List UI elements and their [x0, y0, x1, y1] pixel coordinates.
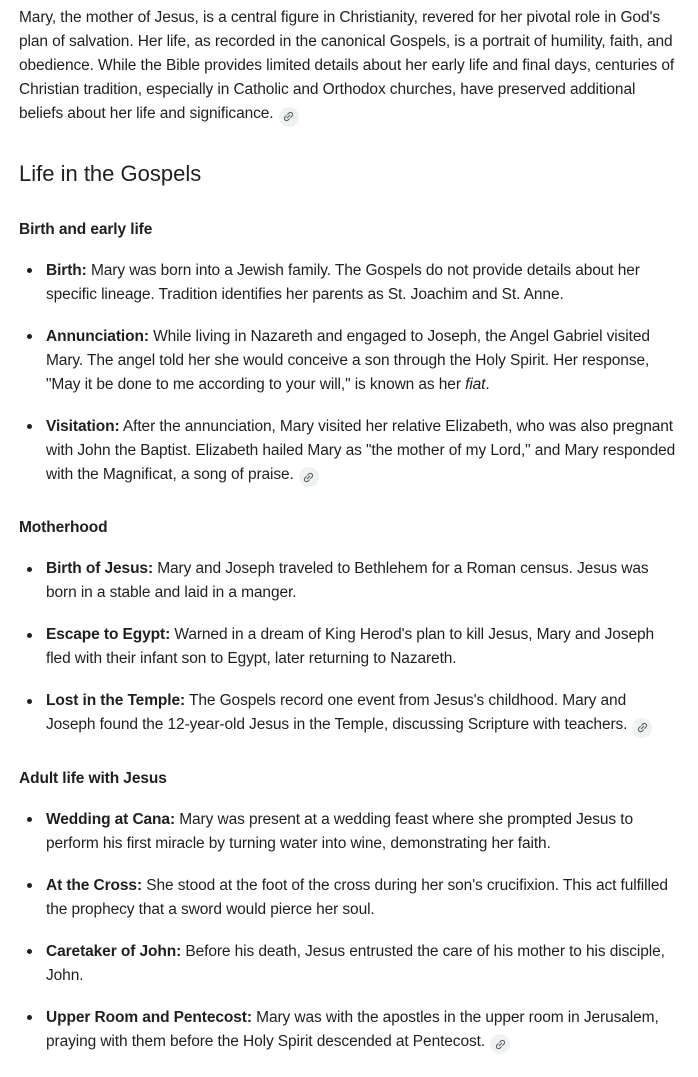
link-icon: [494, 1038, 507, 1051]
item-text: She stood at the foot of the cross during her son's crucifixion. This act fulfilled the prophecy that a sword would pierce her soul.: [46, 876, 668, 918]
item-label: Wedding at Cana:: [46, 810, 176, 828]
intro-paragraph: [19, 6, 679, 127]
citation-link-button[interactable]: [632, 718, 652, 738]
item-italic-term: fiat: [465, 375, 486, 393]
item-text: The Gospels record one event from Jesus's childhood. Mary and Joseph found the 12-year-old Jesus in the Temple, discussing Scripture with teachers.: [46, 692, 628, 733]
item-text: While living in Nazareth and engaged to Joseph, the Angel Gabriel visited Mary. The angel told her she would conceive a son through the Holy Spirit. Her response, "May it be done to me according to your will," is known as her: [46, 327, 650, 393]
list-item: [19, 689, 679, 738]
item-text: Mary was present at a wedding feast where she prompted Jesus to perform his first miracle by turning water into wine, demonstrating her faith.: [46, 810, 633, 852]
list-item: [19, 259, 679, 307]
item-label: Escape to Egypt:: [46, 626, 171, 643]
list-item: [19, 1006, 679, 1055]
bullet-list-birth-and-early-life: [19, 259, 679, 488]
item-text: After the annunciation, Mary visited her relative Elizabeth, who was also pregnant with John the Baptist. Elizabeth hailed Mary as "the mother of my Lord," and Mary responded with the Magnificat, a song of praise.: [46, 417, 676, 483]
item-label: Birth of Jesus:: [46, 560, 154, 577]
item-text: Mary was with the apostles in the upper room in Jerusalem, praying with them before the Holy Spirit descended at Pentecost.: [46, 1008, 659, 1050]
item-label: Upper Room and Pentecost:: [46, 1008, 252, 1026]
item-label: Lost in the Temple:: [46, 692, 186, 709]
subsection-title-birth-and-early-life: Birth and early life: [19, 220, 153, 238]
subsection-title-motherhood: Motherhood: [19, 519, 108, 536]
citation-link-button[interactable]: [299, 467, 319, 487]
list-item: [19, 940, 679, 988]
item-label: At the Cross:: [46, 876, 143, 894]
citation-link-button[interactable]: [279, 107, 299, 127]
intro-text: Mary, the mother of Jesus, is a central figure in Christianity, revered for her pivotal role in God's plan of salvation. Her life, as recorded in the canonical Gospels, is a portrait of humility, faith, and obedience. While the Bible provides limited details about her early life and final days, centuries of Christian tradition, especially in Catholic and Orthodox churches, have preserved additional beliefs about her life and significance.: [19, 9, 675, 122]
list-item: [19, 325, 679, 397]
subsection-title-adult-life-with-jesus: Adult life with Jesus: [19, 769, 167, 787]
link-icon: [282, 110, 295, 123]
item-label: Birth:: [46, 261, 87, 279]
item-text: Mary was born into a Jewish family. The Gospels do not provide details about her specific lineage. Tradition identifies her parents as St. Joachim and St. Anne.: [46, 261, 640, 303]
list-item: [19, 557, 679, 605]
item-label: Annunciation:: [46, 327, 149, 345]
item-text: Before his death, Jesus entrusted the care of his mother to his disciple, John.: [46, 942, 665, 984]
list-item: [19, 808, 679, 856]
item-text: Warned in a dream of King Herod's plan to kill Jesus, Mary and Joseph fled with their infant son to Egypt, later returning to Nazareth.: [46, 626, 655, 667]
item-label: Caretaker of John:: [46, 942, 182, 960]
link-icon: [302, 471, 315, 484]
list-item: [19, 623, 679, 671]
link-icon: [636, 721, 649, 734]
citation-link-button[interactable]: [490, 1034, 510, 1054]
item-text-suffix: .: [485, 375, 490, 393]
section-heading: Life in the Gospels: [19, 160, 202, 186]
item-label: Visitation:: [46, 417, 120, 435]
list-item: [19, 874, 679, 922]
bullet-list-motherhood: [19, 557, 679, 738]
item-text: Mary and Joseph traveled to Bethlehem for a Roman census. Jesus was born in a stable and laid in a manger.: [46, 560, 649, 601]
list-item: [19, 415, 679, 488]
bullet-list-adult-life-with-jesus: [19, 808, 679, 1055]
